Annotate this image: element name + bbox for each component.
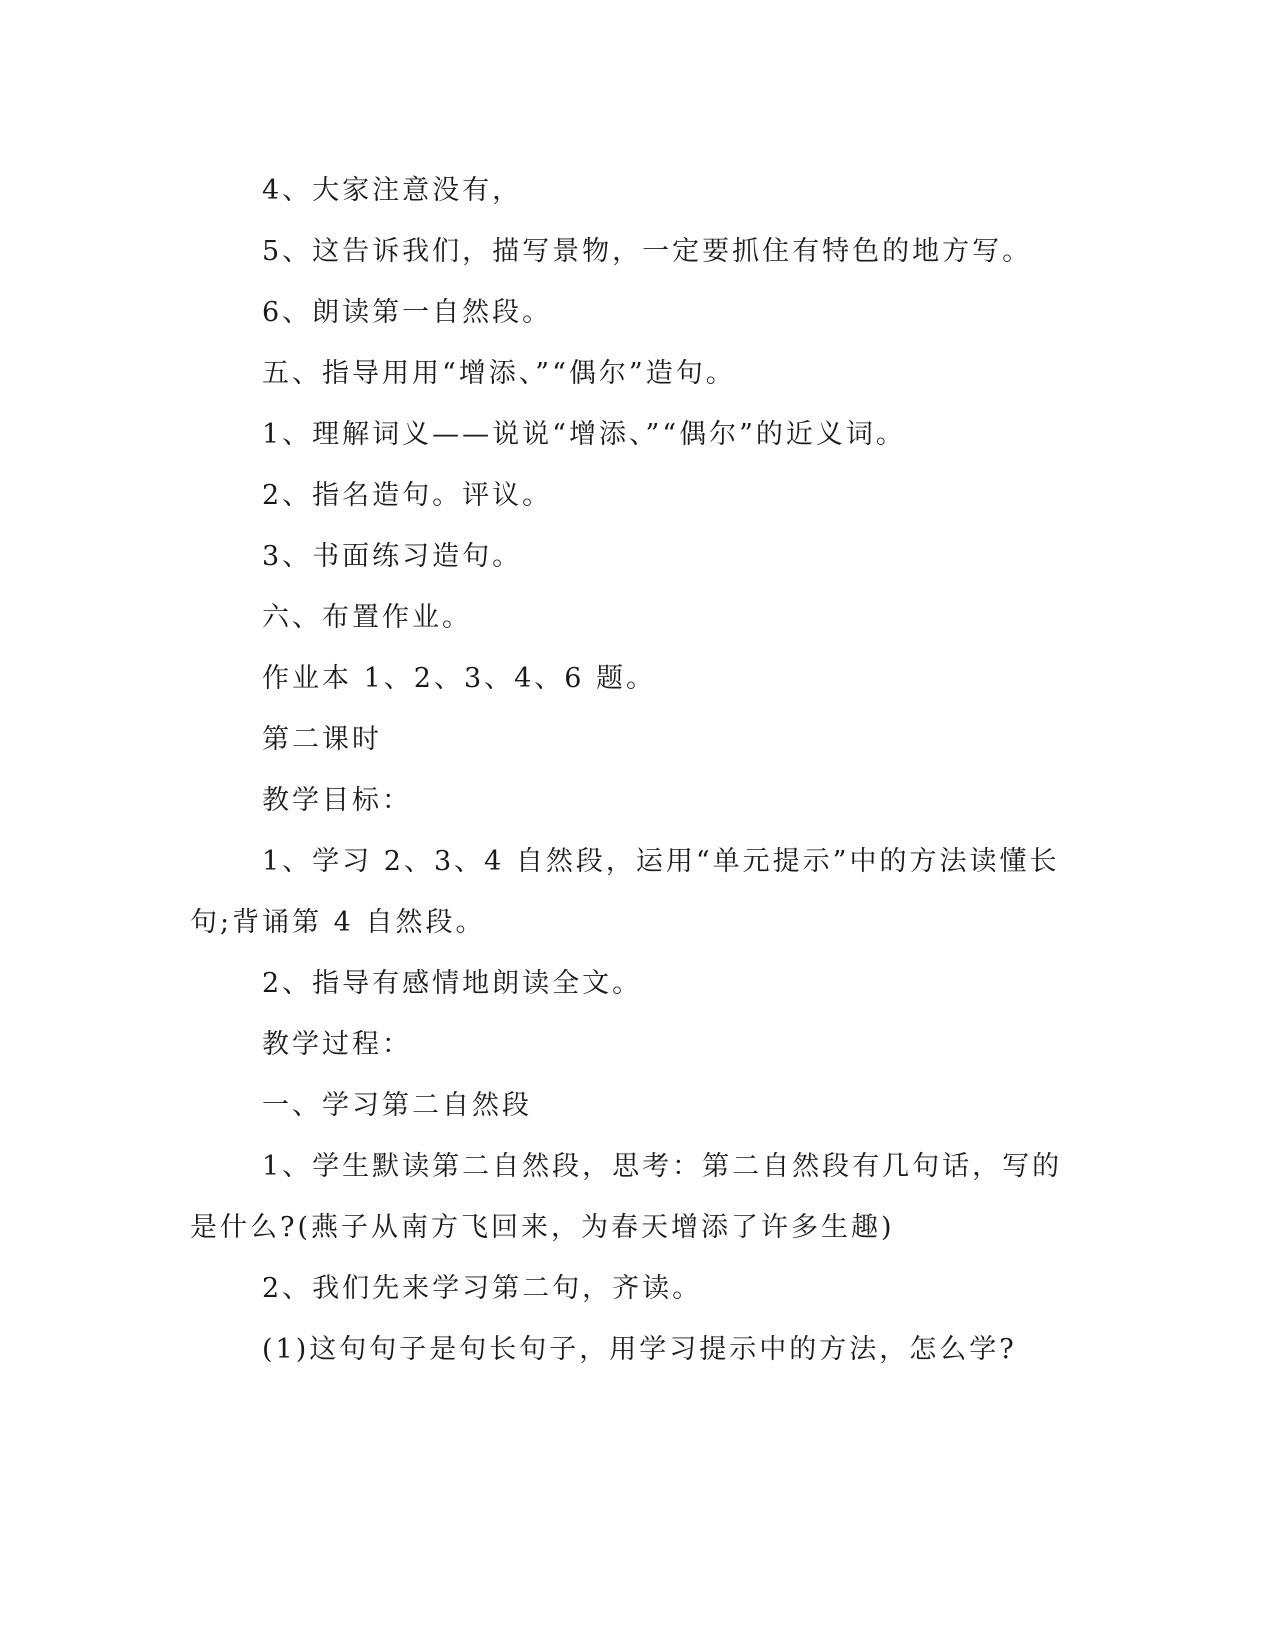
section-heading: 五、指导用用“增添、”“偶尔”造句。 — [262, 358, 736, 389]
paragraph: 1、学生默读第二自然段，思考：第二自然段有几句话，写的是什么?(燕子从南方飞回来，为春天增添了许多生趣) — [190, 1151, 1063, 1243]
document-body — [190, 160, 1070, 1380]
paragraph: 作业本 1、2、3、4、6 题。 — [262, 663, 657, 694]
paragraph: 6、朗读第一自然段。 — [262, 297, 553, 328]
process-heading: 教学过程： — [262, 1029, 412, 1060]
paragraph: (1)这句句子是句长句子，用学习提示中的方法，怎么学? — [262, 1334, 1017, 1365]
lesson-heading: 第二课时 — [262, 724, 382, 755]
paragraph: 3、书面练习造句。 — [262, 541, 523, 572]
section-heading: 六、布置作业。 — [262, 602, 472, 633]
paragraph: 5、这告诉我们，描写景物，一定要抓住有特色的地方写。 — [262, 236, 1033, 267]
paragraph: 1、学习 2、3、4 自然段，运用“单元提示”中的方法读懂长句;背诵第 4 自然段。 — [190, 846, 1060, 938]
paragraph: 4、大家注意没有， — [262, 175, 523, 206]
paragraph: 2、指导有感情地朗读全文。 — [262, 968, 643, 999]
paragraph: 1、理解词义——说说“增添、”“偶尔”的近义词。 — [262, 419, 906, 450]
paragraph: 2、指名造句。评议。 — [262, 480, 553, 511]
paragraph: 2、我们先来学习第二句，齐读。 — [262, 1273, 703, 1304]
objectives-heading: 教学目标： — [262, 785, 412, 816]
section-heading: 一、学习第二自然段 — [262, 1090, 532, 1121]
